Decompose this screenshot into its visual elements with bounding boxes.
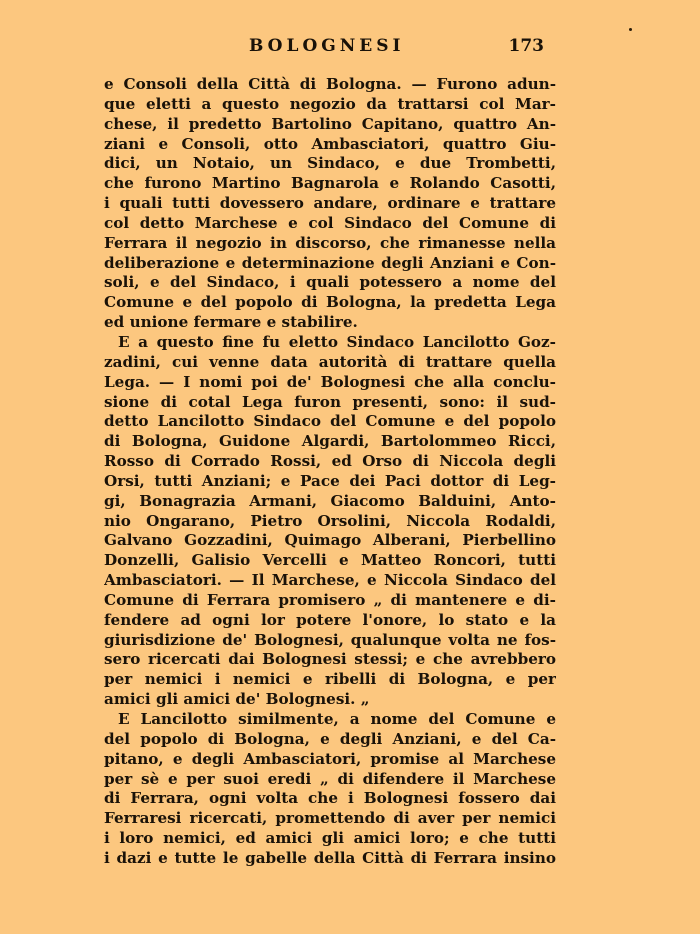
text-line: i quali tutti dovessero andare, ordinare e trattare — [104, 194, 556, 213]
text-line: Ferrara il negozio in discorso, che rimanesse nella — [104, 233, 556, 252]
text-line: E Lancilotto similmente, a nome del Comune e — [118, 710, 556, 728]
text-line: e Consoli della Città di Bologna. — Furono adun- — [104, 75, 556, 93]
text-line: Lega. — I nomi poi de' Bolognesi che alla conclu- — [104, 372, 556, 391]
text-line: sione di cotal Lega furon presenti, sono: il sud- — [104, 392, 556, 411]
text-line: di Bologna, Guidone Algardi, Bartolommeo Ricci, — [104, 432, 556, 451]
text-line: del popolo di Bologna, e degli Anziani, e del Ca- — [104, 729, 556, 748]
text-line: i loro nemici, ed amici gli amici loro; e che tutti — [104, 829, 556, 848]
text-line: col detto Marchese e col Sindaco del Comune di — [104, 213, 556, 232]
text-line: Ferraresi ricercati, promettendo di aver per nemici — [104, 809, 556, 828]
text-line: giurisdizione de' Bolognesi, qualunque volta ne fos- — [104, 630, 556, 649]
text-line: che furono Martino Bagnarola e Rolando Casotti, — [104, 174, 556, 193]
text-line: Donzelli, Galisio Vercelli e Matteo Roncori, tutti — [104, 551, 556, 570]
text-line: Orsi, tutti Anziani; e Pace dei Paci dottor di Leg- — [104, 471, 556, 490]
page-header — [104, 36, 556, 58]
text-line: deliberazione e determinazione degli Anziani e Con- — [104, 253, 556, 272]
text-line: Galvano Gozzadini, Quimago Alberani, Pierbellino — [104, 531, 556, 550]
running-title: BOLOGNESI — [249, 36, 405, 56]
text-line: dici, un Notaio, un Sindaco, e due Trombetti, — [104, 154, 556, 173]
text-line: sero ricercati dai Bolognesi stessi; e che avrebbero — [104, 650, 556, 669]
ink-speck — [629, 28, 632, 31]
text-line: per sè e per suoi eredi „ di difendere il Marchese — [104, 769, 556, 788]
text-line: nio Ongarano, Pietro Orsolini, Niccola Rodaldi, — [104, 511, 556, 530]
text-line: gi, Bonagrazia Armani, Giacomo Balduini, Anto- — [104, 491, 556, 510]
page-number: 173 — [508, 36, 544, 56]
text-line: Comune e del popolo di Bologna, la predetta Lega — [104, 293, 556, 312]
text-line: ziani e Consoli, otto Ambasciatori, quattro Giu- — [104, 134, 556, 153]
text-line: i dazi e tutte le gabelle della Città di Ferrara insino — [104, 848, 556, 867]
body-text — [104, 75, 556, 869]
text-line: per nemici i nemici e ribelli di Bologna, e per — [104, 670, 556, 689]
text-line: zadini, cui venne data autorità di trattare quella — [104, 352, 556, 371]
text-line: chese, il predetto Bartolino Capitano, quattro An- — [104, 114, 556, 133]
text-line: amici gli amici de' Bolognesi. „ — [104, 690, 370, 709]
text-line: fendere ad ogni lor potere l'onore, lo stato e la — [104, 610, 556, 629]
text-line: detto Lancilotto Sindaco del Comune e del popolo — [104, 412, 556, 431]
text-line: que eletti a questo negozio da trattarsi col Mar- — [104, 94, 556, 113]
text-line: soli, e del Sindaco, i quali potessero a nome del — [104, 273, 556, 292]
text-line: Rosso di Corrado Rossi, ed Orso di Niccola degli — [104, 452, 556, 471]
text-line: di Ferrara, ogni volta che i Bolognesi fossero dai — [104, 789, 556, 808]
text-line: pitano, e degli Ambasciatori, promise al Marchese — [104, 749, 556, 768]
text-line: E a questo fine fu eletto Sindaco Lancilotto Goz- — [118, 332, 556, 351]
text-line: Comune di Ferrara promisero „ di mantenere e di- — [104, 590, 556, 609]
text-line: ed unione fermare e stabilire. — [104, 313, 358, 332]
text-line: Ambasciatori. — Il Marchese, e Niccola Sindaco del — [104, 571, 556, 590]
